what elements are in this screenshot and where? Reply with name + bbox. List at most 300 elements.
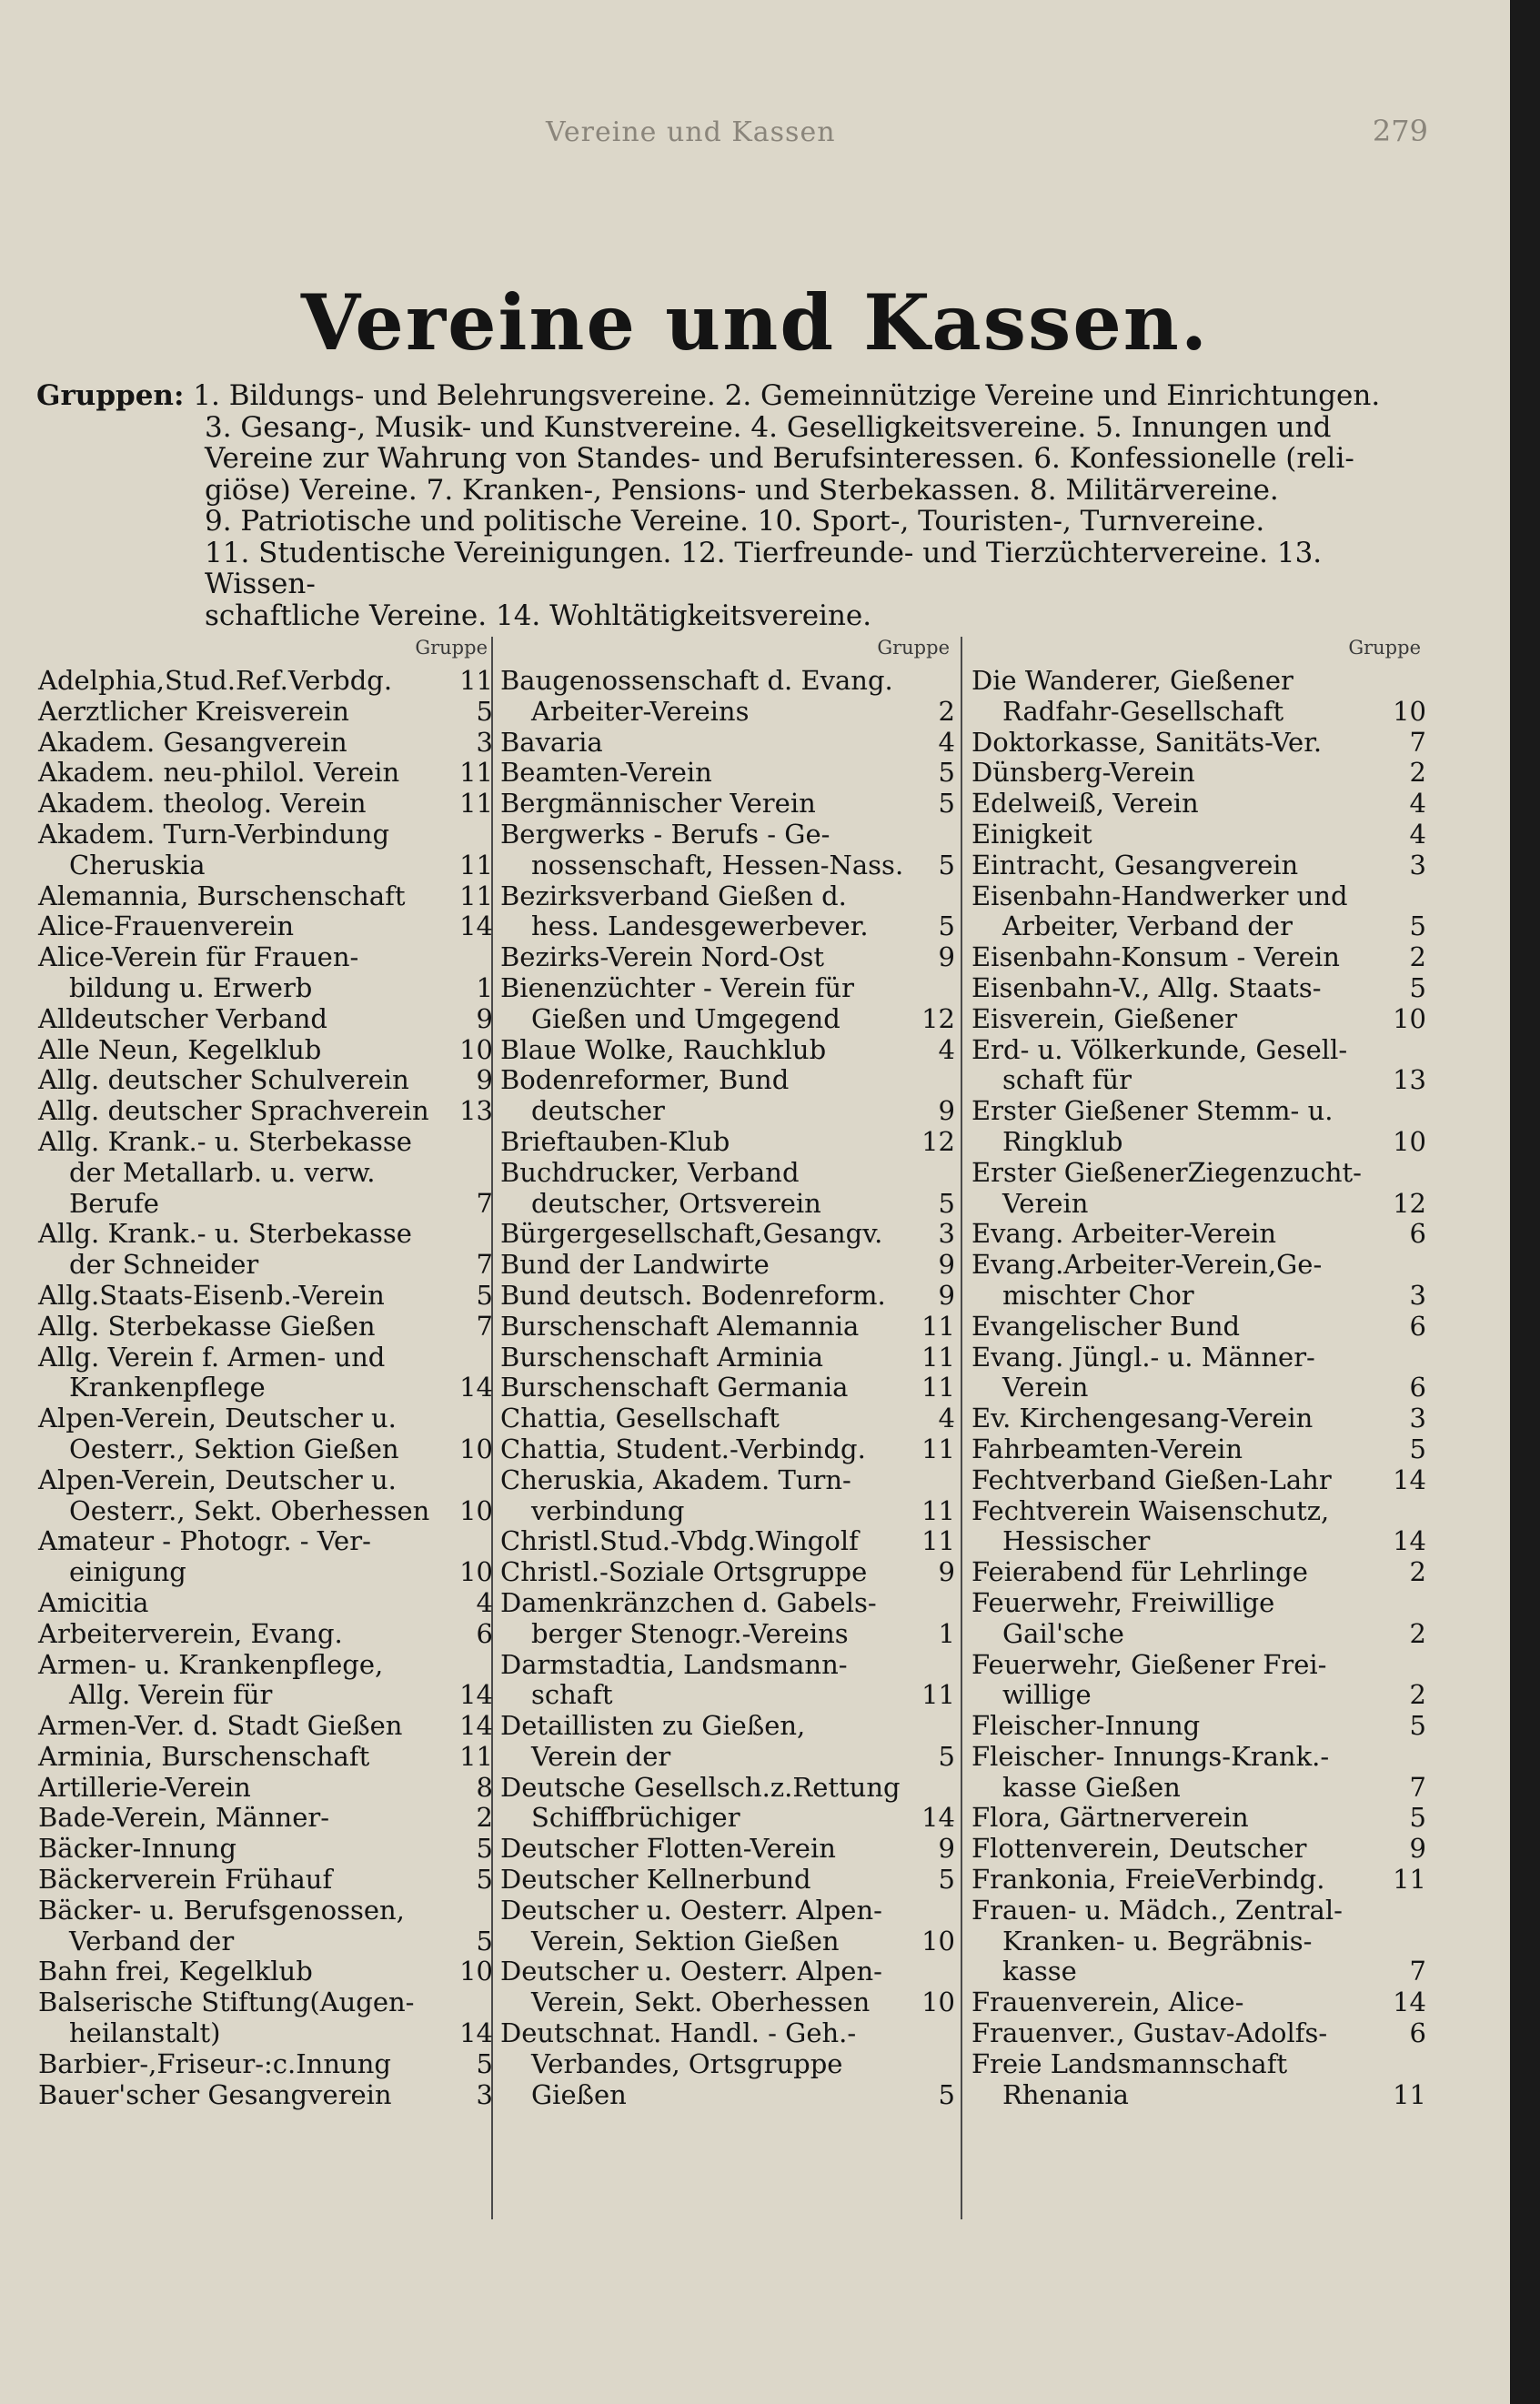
entry-group-number: 5 — [1409, 1433, 1426, 1464]
entry-group-number — [444, 1465, 493, 1496]
groups-line — [36, 380, 1419, 412]
entry-group-number: 1 — [938, 1617, 955, 1649]
entry-name: Die Wanderer, Gießener — [971, 665, 1293, 696]
index-entry — [500, 1189, 955, 1220]
entry-name: Verein, Sektion Gießen — [531, 1925, 840, 1956]
entry-group-number: 11 — [1393, 2078, 1426, 2110]
index-entry — [38, 697, 493, 728]
index-entry — [500, 1096, 955, 1127]
index-entry — [971, 1526, 1426, 1557]
entry-name: Frauen- u. Mädch., Zentral- — [971, 1894, 1343, 1926]
index-entry — [500, 1742, 955, 1773]
index-entry — [971, 1588, 1426, 1619]
entry-group-number: 11 — [921, 1525, 955, 1557]
index-entry — [971, 1158, 1426, 1189]
entry-name: Ringklub — [1002, 1125, 1123, 1157]
entry-group-number: 5 — [938, 788, 955, 820]
index-entry — [971, 728, 1426, 759]
index-entry — [38, 1496, 493, 1527]
entry-name: Berufe — [69, 1187, 159, 1219]
index-entry — [500, 1803, 955, 1834]
index-entry — [38, 1403, 493, 1434]
entry-group-number — [1377, 881, 1426, 912]
entry-group-number — [906, 1158, 955, 1189]
entry-group-number: 5 — [938, 2078, 955, 2110]
index-entry — [971, 1004, 1426, 1035]
entry-name: Allg. deutscher Sprachverein — [38, 1095, 429, 1127]
entry-group-number: 7 — [1409, 1956, 1426, 1987]
index-entry — [500, 1312, 955, 1343]
entry-group-number — [444, 1219, 493, 1250]
index-entry — [38, 1773, 493, 1804]
entry-name: Oesterr., Sekt. Oberhessen — [69, 1494, 430, 1526]
index-entry — [500, 1588, 955, 1619]
entry-name: Darmstadtia, Landsmann- — [500, 1648, 848, 1680]
entry-group-number: 5 — [476, 2047, 493, 2079]
entry-name: Arbeiterverein, Evang. — [38, 1617, 343, 1649]
entry-name: Frauenverein, Alice- — [971, 1987, 1244, 2018]
entry-group-number: 6 — [476, 1617, 493, 1649]
index-entry — [500, 697, 955, 728]
entry-group-number — [906, 1956, 955, 1987]
groups-legend — [36, 380, 1419, 631]
entry-group-number: 7 — [476, 1310, 493, 1342]
index-entry — [38, 728, 493, 759]
column-header: Gruppe — [415, 637, 488, 659]
index-entry — [38, 2080, 493, 2111]
entry-group-number: 14 — [459, 2017, 493, 2049]
entry-group-number: 2 — [1409, 1617, 1426, 1649]
index-entry — [38, 1742, 493, 1773]
entry-name: Bürgergesellschaft,Gesangv. — [500, 1218, 883, 1250]
entry-name: Evang. Arbeiter-Verein — [971, 1218, 1277, 1250]
index-entry — [38, 1434, 493, 1465]
index-entry — [971, 1127, 1426, 1158]
index-entry — [38, 1004, 493, 1035]
index-entry — [500, 1343, 955, 1373]
index-entry — [38, 1465, 493, 1496]
entry-name: Amateur - Photogr. - Ver- — [38, 1525, 371, 1557]
index-entry — [500, 1219, 955, 1250]
entry-group-number: 4 — [476, 1586, 493, 1618]
entry-group-number: 11 — [1393, 1864, 1426, 1896]
entry-name: Erd- u. Völkerkunde, Gesell- — [971, 1033, 1348, 1065]
entry-name: Bezirks-Verein Nord-Ost — [500, 941, 825, 973]
entry-group-number: 9 — [938, 1833, 955, 1865]
entry-name: Burschenschaft Germania — [500, 1372, 849, 1403]
entry-group-number: 11 — [921, 1494, 955, 1526]
index-entry — [971, 758, 1426, 789]
index-entry — [38, 850, 493, 881]
entry-group-number: 12 — [1393, 1187, 1426, 1219]
index-entry — [500, 1065, 955, 1096]
index-entry — [38, 1896, 493, 1926]
entry-name: Fleischer- Innungs-Krank.- — [971, 1740, 1330, 1772]
index-entry — [38, 1373, 493, 1403]
entry-name: Allg. Krank.- u. Sterbekasse — [38, 1218, 412, 1250]
index-entry — [38, 911, 493, 942]
index-entry — [971, 1465, 1426, 1496]
entry-name: Armen-Ver. d. Stadt Gießen — [38, 1710, 403, 1742]
index-entry — [971, 1219, 1426, 1250]
entry-name: Eisenbahn-V., Allg. Staats- — [971, 971, 1322, 1003]
entry-group-number — [906, 2049, 955, 2080]
entry-group-number — [1377, 1096, 1426, 1127]
entry-group-number: 10 — [1393, 1125, 1426, 1157]
entry-group-number: 10 — [459, 1556, 493, 1588]
entry-name: Akadem. Gesangverein — [38, 726, 347, 758]
index-entry — [971, 1281, 1426, 1312]
entry-name: Gießen — [531, 2078, 627, 2110]
entry-name: Baugenossenschaft d. Evang. — [500, 665, 893, 696]
entry-name: Ev. Kirchengesang-Verein — [971, 1403, 1314, 1434]
entry-group-number: 9 — [938, 1095, 955, 1127]
entry-name: Dünsberg-Verein — [971, 757, 1195, 789]
index-entry — [971, 881, 1426, 912]
entry-name: Bäcker-Innung — [38, 1833, 237, 1865]
index-entry — [971, 1096, 1426, 1127]
index-entry — [38, 758, 493, 789]
index-entry — [38, 1065, 493, 1096]
index-entry — [38, 881, 493, 912]
entry-name: Schiffbrüchiger — [531, 1802, 740, 1834]
index-entry — [38, 1956, 493, 1987]
index-entry — [971, 789, 1426, 820]
entry-name: Chattia, Gesellschaft — [500, 1403, 780, 1434]
index-entry — [500, 2080, 955, 2111]
entry-group-number: 12 — [921, 1125, 955, 1157]
entry-group-number: 2 — [938, 695, 955, 727]
entry-group-number: 5 — [476, 1833, 493, 1865]
running-header: Vereine und Kassen — [546, 116, 836, 148]
entry-group-number — [1377, 1343, 1426, 1373]
entry-group-number — [444, 1526, 493, 1557]
index-entry — [971, 1803, 1426, 1834]
column-header: Gruppe — [1348, 637, 1421, 659]
entry-group-number: 4 — [1409, 818, 1426, 850]
entry-group-number: 14 — [459, 1710, 493, 1742]
entry-name: Blaue Wolke, Rauchklub — [500, 1033, 827, 1065]
index-entry — [38, 1619, 493, 1650]
index-entry — [500, 850, 955, 881]
entry-group-number: 10 — [459, 1033, 493, 1065]
entry-group-number: 3 — [1409, 1279, 1426, 1311]
entry-name: Feuerwehr, Gießener Frei- — [971, 1648, 1327, 1680]
entry-group-number: 6 — [1409, 1372, 1426, 1403]
entry-group-number — [906, 1465, 955, 1496]
entry-name: Deutscher u. Oesterr. Alpen- — [500, 1956, 882, 1987]
entry-name: Beamten-Verein — [500, 757, 712, 789]
entry-group-number — [906, 1773, 955, 1804]
page-title: Vereine und Kassen. — [300, 277, 1210, 367]
index-entry — [38, 942, 493, 973]
index-entry — [500, 820, 955, 850]
index-entry — [971, 1065, 1426, 1096]
entry-group-number: 7 — [476, 1187, 493, 1219]
entry-group-number: 4 — [938, 1033, 955, 1065]
entry-group-number: 9 — [1409, 1833, 1426, 1865]
groups-text: 1. Bildungs- und Belehrungsvereine. 2. Gemeinnützige Vereine und Einrichtungen. — [193, 379, 1381, 412]
entry-group-number: 11 — [921, 1679, 955, 1711]
index-entry — [971, 1250, 1426, 1281]
index-entry — [500, 1250, 955, 1281]
index-entry — [500, 942, 955, 973]
entry-name: Allg. Verein f. Armen- und — [38, 1341, 386, 1373]
entry-name: Alpen-Verein, Deutscher u. — [38, 1403, 397, 1434]
entry-name: Fleischer-Innung — [971, 1710, 1201, 1742]
entry-group-number — [906, 1711, 955, 1742]
index-entry — [971, 1434, 1426, 1465]
entry-group-number: 9 — [476, 1064, 493, 1096]
entry-group-number: 14 — [459, 1679, 493, 1711]
entry-name: Erster GießenerZiegenzucht- — [971, 1156, 1362, 1188]
index-entry — [500, 1434, 955, 1465]
index-entry — [38, 2049, 493, 2080]
index-entry — [971, 666, 1426, 697]
entry-group-number: 3 — [1409, 1403, 1426, 1434]
entry-name: Burschenschaft Arminia — [500, 1341, 824, 1373]
entry-name: heilanstalt) — [69, 2017, 221, 2049]
index-entry — [38, 1189, 493, 1220]
index-entry — [38, 1987, 493, 2018]
entry-name: Cheruskia — [69, 849, 206, 880]
entry-group-number: 3 — [476, 726, 493, 758]
entry-name: Allg.Staats-Eisenb.-Verein — [38, 1279, 385, 1311]
entry-name: Gail'sche — [1002, 1617, 1124, 1649]
entry-name: Rhenania — [1002, 2078, 1129, 2110]
entry-name: hess. Landesgewerbever. — [531, 910, 869, 942]
index-entry — [500, 911, 955, 942]
index-entry — [38, 1127, 493, 1158]
entry-group-number: 5 — [1409, 1802, 1426, 1834]
entry-group-number: 4 — [938, 1403, 955, 1434]
index-entry — [500, 2018, 955, 2049]
entry-name: Fechtverein Waisenschutz, — [971, 1494, 1330, 1526]
entry-name: Evangelischer Bund — [971, 1310, 1241, 1342]
entry-group-number: 11 — [459, 788, 493, 820]
entry-group-number — [906, 881, 955, 912]
index-entry — [971, 1773, 1426, 1804]
entry-group-number: 6 — [1409, 1218, 1426, 1250]
entry-name: Hessischer — [1002, 1525, 1151, 1557]
entry-group-number: 14 — [1393, 1987, 1426, 2018]
index-entry — [500, 1035, 955, 1066]
entry-name: Bäcker- u. Berufsgenossen, — [38, 1894, 405, 1926]
entry-group-number: 5 — [938, 1740, 955, 1772]
index-entry — [38, 1834, 493, 1865]
index-entry — [38, 1096, 493, 1127]
index-entry — [38, 973, 493, 1004]
index-entry — [38, 1312, 493, 1343]
entry-group-number — [444, 1127, 493, 1158]
entry-group-number: 3 — [1409, 849, 1426, 880]
entry-group-number: 11 — [921, 1341, 955, 1373]
entry-group-number: 9 — [476, 1002, 493, 1034]
index-entry — [971, 2049, 1426, 2080]
entry-name: Chattia, Student.-Verbindg. — [500, 1433, 866, 1464]
entry-group-number: 11 — [459, 1740, 493, 1772]
index-entry — [971, 1035, 1426, 1066]
index-entry — [971, 942, 1426, 973]
entry-name: Deutscher u. Oesterr. Alpen- — [500, 1894, 882, 1926]
entry-name: Kranken- u. Begräbnis- — [1002, 1925, 1313, 1956]
entry-name: Arbeiter-Vereins — [531, 695, 750, 727]
entry-name: Bodenreformer, Bund — [500, 1064, 790, 1096]
entry-name: Christl.Stud.-Vbdg.Wingolf — [500, 1525, 859, 1557]
entry-group-number — [444, 1158, 493, 1189]
index-entry — [971, 1865, 1426, 1896]
entry-name: Deutscher Kellnerbund — [500, 1864, 811, 1896]
index-entry — [971, 911, 1426, 942]
index-entry — [38, 1650, 493, 1681]
entry-name: Allg. Krank.- u. Sterbekasse — [38, 1125, 412, 1157]
entry-name: Frauenver., Gustav-Adolfs- — [971, 2017, 1328, 2049]
entry-group-number: 10 — [459, 1494, 493, 1526]
entry-group-number: 14 — [459, 910, 493, 942]
entry-name: Burschenschaft Alemannia — [500, 1310, 860, 1342]
index-entry — [971, 820, 1426, 850]
entry-name: Eisenbahn-Konsum - Verein — [971, 941, 1340, 973]
entry-name: Arminia, Burschenschaft — [38, 1740, 370, 1772]
entry-group-number — [1377, 1496, 1426, 1527]
index-entry — [38, 1711, 493, 1742]
entry-name: Bahn frei, Kegelklub — [38, 1956, 313, 1987]
entry-name: schaft — [531, 1679, 613, 1711]
entry-group-number: 10 — [459, 1956, 493, 1987]
index-entry — [500, 1987, 955, 2018]
entry-group-number — [1377, 1926, 1426, 1957]
entry-name: Verein — [1002, 1187, 1089, 1219]
index-entry — [971, 697, 1426, 728]
index-entry — [971, 1742, 1426, 1773]
entry-group-number: 7 — [1409, 1771, 1426, 1803]
entry-group-number — [906, 1588, 955, 1619]
entry-name: Detaillisten zu Gießen, — [500, 1710, 806, 1742]
groups-line: Vereine zur Wahrung von Standes- und Berufsinteressen. 6. Konfessionelle (reli- — [205, 442, 1354, 475]
index-entry — [38, 2018, 493, 2049]
entry-group-number: 5 — [938, 757, 955, 789]
index-entry — [500, 1281, 955, 1312]
index-entry — [500, 1711, 955, 1742]
entry-group-number: 5 — [938, 910, 955, 942]
entry-group-number — [1377, 1650, 1426, 1681]
entry-group-number: 2 — [1409, 1679, 1426, 1711]
entry-group-number — [1377, 1035, 1426, 1066]
entry-name: der Metallarb. u. verw. — [69, 1156, 376, 1188]
entry-group-number: 11 — [459, 880, 493, 911]
index-column-1 — [38, 637, 493, 2110]
entry-group-number: 9 — [938, 941, 955, 973]
index-entry — [38, 1526, 493, 1557]
entry-name: Akadem. Turn-Verbindung — [38, 818, 390, 850]
index-entry — [38, 789, 493, 820]
entry-name: Balserische Stiftung(Augen- — [38, 1987, 415, 2018]
entry-name: Feuerwehr, Freiwillige — [971, 1586, 1275, 1618]
entry-group-number: 3 — [938, 1218, 955, 1250]
entry-group-number: 13 — [1393, 1064, 1426, 1096]
entry-group-number: 11 — [921, 1310, 955, 1342]
entry-name: bildung u. Erwerb — [69, 971, 313, 1003]
entry-group-number: 3 — [476, 2078, 493, 2110]
entry-name: kasse — [1002, 1956, 1077, 1987]
index-column-3 — [971, 637, 1426, 2110]
entry-name: Verein der — [531, 1740, 671, 1772]
entry-group-number: 2 — [1409, 757, 1426, 789]
index-entry — [971, 1189, 1426, 1220]
entry-group-number — [1377, 1896, 1426, 1926]
index-entry — [500, 1004, 955, 1035]
entry-name: Akadem. neu-philol. Verein — [38, 757, 400, 789]
index-entry — [500, 1373, 955, 1403]
index-entry — [38, 1281, 493, 1312]
index-entry — [38, 1035, 493, 1066]
index-entry — [500, 728, 955, 759]
index-entry — [971, 1680, 1426, 1711]
entry-group-number — [1377, 666, 1426, 697]
entry-name: Deutsche Gesellsch.z.Rettung — [500, 1771, 901, 1803]
index-entry — [38, 1557, 493, 1588]
entry-group-number — [906, 1896, 955, 1926]
entry-name: Amicitia — [38, 1586, 149, 1618]
index-entry — [38, 1588, 493, 1619]
entry-name: Freie Landsmannschaft — [971, 2047, 1288, 2079]
index-entry — [971, 973, 1426, 1004]
entry-group-number — [444, 1403, 493, 1434]
entry-group-number: 11 — [459, 665, 493, 696]
entry-group-number — [906, 973, 955, 1004]
book-spine-edge — [1510, 0, 1540, 2404]
entry-group-number — [444, 1987, 493, 2018]
entry-name: mischter Chor — [1002, 1279, 1194, 1311]
entry-name: Bergmännischer Verein — [500, 788, 816, 820]
groups-label: Gruppen: — [36, 379, 185, 412]
index-entry — [971, 1557, 1426, 1588]
entry-group-number: 9 — [938, 1279, 955, 1311]
entry-group-number: 14 — [459, 1372, 493, 1403]
entry-name: Bauer'scher Gesangverein — [38, 2078, 392, 2110]
index-entry — [38, 820, 493, 850]
entry-group-number: 10 — [1393, 1002, 1426, 1034]
entry-name: Deutschnat. Handl. - Geh.- — [500, 2017, 857, 2049]
index-entry — [38, 1803, 493, 1834]
entry-group-number: 14 — [921, 1802, 955, 1834]
entry-group-number: 10 — [921, 1987, 955, 2018]
index-entry — [500, 1403, 955, 1434]
entry-name: Verein — [1002, 1372, 1089, 1403]
entry-group-number: 1 — [476, 971, 493, 1003]
index-entry — [971, 1650, 1426, 1681]
entry-group-number — [444, 1343, 493, 1373]
index-entry — [500, 1865, 955, 1896]
entry-group-number — [906, 820, 955, 850]
index-entry — [971, 2080, 1426, 2111]
index-entry — [500, 1526, 955, 1557]
entry-name: Frankonia, FreieVerbindg. — [971, 1864, 1325, 1896]
entry-group-number: 4 — [938, 726, 955, 758]
entry-name: Akadem. theolog. Verein — [38, 788, 367, 820]
index-entry — [38, 1343, 493, 1373]
entry-group-number — [444, 820, 493, 850]
entry-group-number — [906, 1065, 955, 1096]
entry-group-number: 5 — [938, 1864, 955, 1896]
index-entry — [500, 1680, 955, 1711]
entry-group-number: 5 — [1409, 910, 1426, 942]
index-entry — [38, 1250, 493, 1281]
entry-name: kasse Gießen — [1002, 1771, 1181, 1803]
entry-group-number: 5 — [476, 1864, 493, 1896]
entry-group-number: 6 — [1409, 2017, 1426, 2049]
index-entry — [38, 1865, 493, 1896]
